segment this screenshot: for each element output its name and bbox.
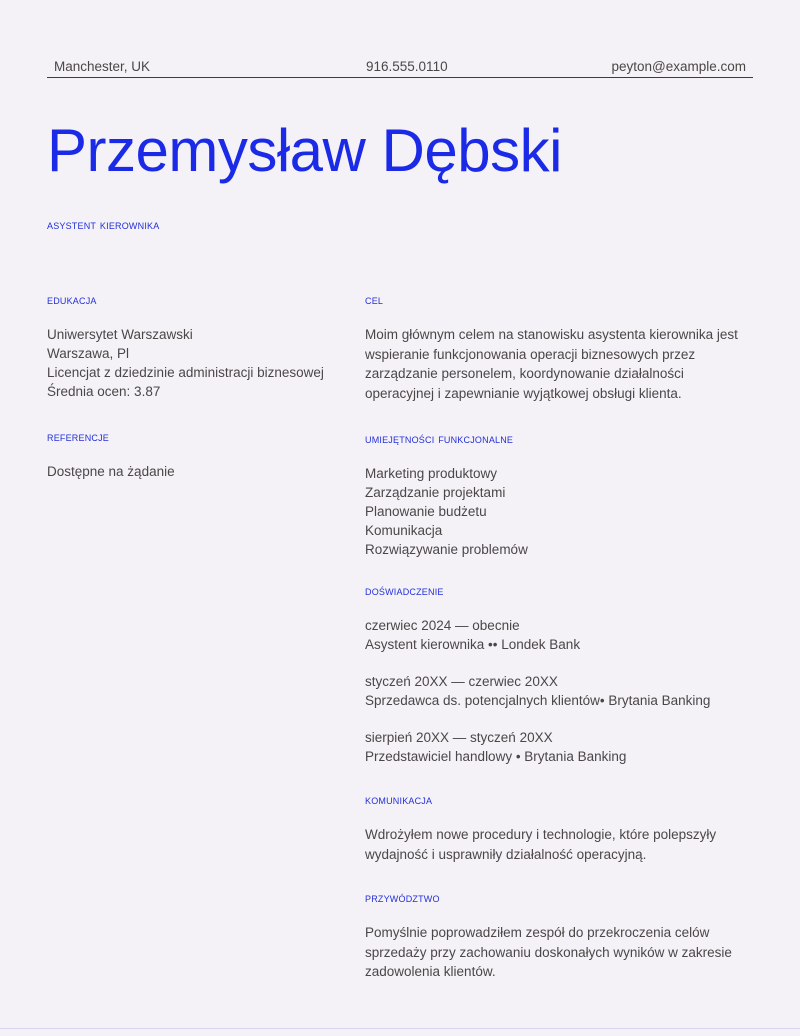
job-dates: styczeń 20XX — czerwiec 20XX xyxy=(365,674,558,689)
references-line: Dostępne na żądanie xyxy=(47,464,175,479)
contact-phone: 916.555.0110 xyxy=(366,59,448,74)
skills-section xyxy=(365,431,755,559)
communication-heading-text: komunikacja xyxy=(365,792,433,807)
education-line: Licencjat z dziedzinie administracji biznesowej xyxy=(47,365,324,380)
page-bottom-divider xyxy=(0,1028,800,1029)
right-column xyxy=(365,292,755,982)
objective-heading xyxy=(365,292,755,307)
objective-section xyxy=(365,292,755,403)
job-role: Przedstawiciel handlowy • Brytania Banking xyxy=(365,749,627,764)
communication-heading xyxy=(365,792,755,807)
references-section xyxy=(47,429,337,481)
education-line: Średnia ocen: 3.87 xyxy=(47,384,161,399)
experience-section xyxy=(365,583,755,766)
references-heading-text: referencje xyxy=(47,429,110,444)
skills-list xyxy=(365,464,755,559)
education-heading-text: edukacja xyxy=(47,292,97,307)
references-text xyxy=(47,462,337,481)
job-title-text: asystent kierownika xyxy=(47,217,160,232)
experience-heading-text: doświadczenie xyxy=(365,583,444,598)
skill-item: Komunikacja xyxy=(365,523,443,538)
job-role: Asystent kierownika •• Londek Bank xyxy=(365,637,581,652)
leadership-heading-text: przywództwo xyxy=(365,890,440,905)
contact-bar xyxy=(47,57,753,78)
candidate-name: Przemysław Dębski xyxy=(47,117,562,184)
job-entry xyxy=(365,672,755,710)
skill-item: Rozwiązywanie problemów xyxy=(365,542,528,557)
job-entry xyxy=(365,616,755,654)
objective-heading-text: cel xyxy=(365,292,384,307)
skill-item: Marketing produktowy xyxy=(365,466,498,481)
skill-item: Zarządzanie projektami xyxy=(365,485,506,500)
leadership-text: Pomyślnie poprowadziłem zespół do przekroczenia celów sprzedaży przy zachowaniu doskonałych wyników w zakresie zadowolenia klientów. xyxy=(365,925,732,979)
leadership-section xyxy=(365,890,755,982)
education-section xyxy=(47,292,337,401)
education-line: Warszawa, Pl xyxy=(47,346,130,361)
job-dates: czerwiec 2024 — obecnie xyxy=(365,618,520,633)
job-role: Sprzedawca ds. potencjalnych klientów• Brytania Banking xyxy=(365,693,711,708)
communication-section xyxy=(365,792,755,864)
left-column xyxy=(47,292,337,481)
skills-heading-text: umiejętności funkcjonalne xyxy=(365,431,514,446)
job-entry xyxy=(365,728,755,766)
job-dates: sierpień 20XX — styczeń 20XX xyxy=(365,730,553,745)
education-lines xyxy=(47,325,337,401)
education-heading xyxy=(47,292,337,307)
leadership-heading xyxy=(365,890,755,905)
experience-heading xyxy=(365,583,755,598)
skills-heading xyxy=(365,431,755,446)
contact-email: peyton@example.com xyxy=(611,59,746,74)
job-title xyxy=(47,217,159,232)
contact-city: Manchester, UK xyxy=(54,59,151,74)
references-heading xyxy=(47,429,337,444)
communication-text: Wdrożyłem nowe procedury i technologie, które polepszyły wydajność i usprawniły działalność operacyjną. xyxy=(365,827,717,862)
skill-item: Planowanie budżetu xyxy=(365,504,487,519)
education-line: Uniwersytet Warszawski xyxy=(47,327,193,342)
objective-text: Moim głównym celem na stanowisku asystenta kierownika jest wspieranie funkcjonowania operacji biznesowych przez zarządzanie personelem, koordynowanie działalności operacyjnej i zapewnianie wyjątkowej obsługi klienta. xyxy=(365,327,738,401)
